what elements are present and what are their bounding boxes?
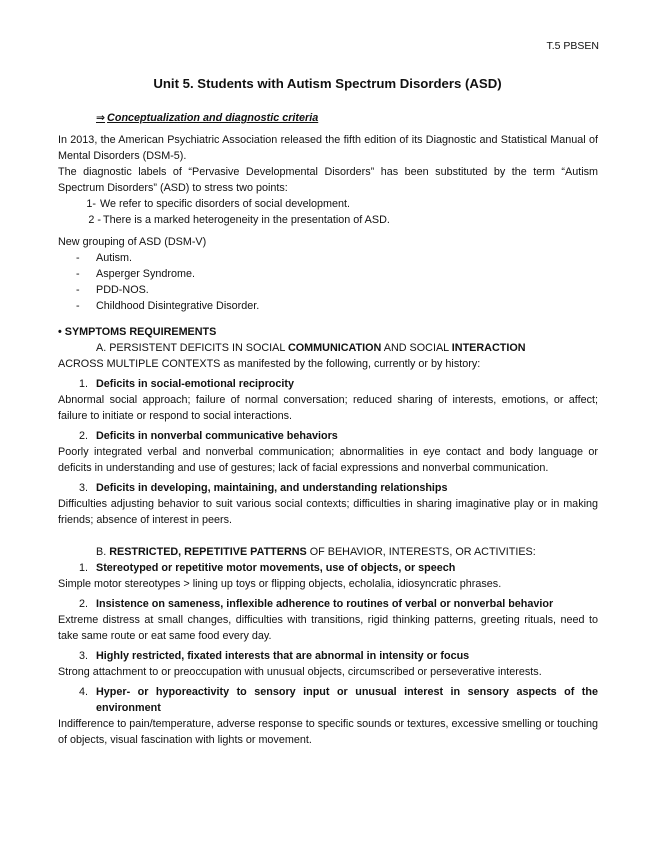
part-a-heading <box>96 340 598 356</box>
part-a-continuation: ACROSS MULTIPLE CONTEXTS as manifested by the following, currently or by history: <box>58 358 481 370</box>
list-text: Autism. <box>96 252 132 264</box>
labels-paragraph: The diagnostic labels of “Pervasive Developmental Disorders” has been substituted by the term “Autism Spectrum Disorders” (ASD) to stress two points: <box>58 166 598 194</box>
list-text: Childhood Disintegrative Disorder. <box>96 300 260 312</box>
criterion-number: 1. <box>78 378 88 390</box>
criterion-title-text: Deficits in developing, maintaining, and understanding relationships <box>96 482 448 494</box>
criterion-title-text: Deficits in social-emotional reciprocity <box>96 378 294 390</box>
part-b-lead: B. <box>96 546 110 558</box>
part-b-bold: RESTRICTED, REPETITIVE PATTERNS <box>109 546 307 558</box>
grouping-label: New grouping of ASD (DSM-V) <box>58 236 207 248</box>
list-item: - Asperger Syndrome. <box>76 268 196 280</box>
criterion-title <box>58 376 598 392</box>
criterion-title-text: Hyper- or hyporeactivity to sensory input or unusual interest in sensory aspects of the environment <box>96 686 598 714</box>
list-text: We refer to specific disorders of social development. <box>100 198 351 210</box>
symptoms-heading: • SYMPTOMS REQUIREMENTS <box>58 326 217 338</box>
part-a-bold2: INTERACTION <box>451 342 526 354</box>
criterion-title <box>58 648 598 664</box>
points-list <box>58 196 598 228</box>
right-double-arrow-icon: ⇒ <box>96 112 106 124</box>
part-b-heading <box>96 544 598 560</box>
criterion-title <box>58 480 598 496</box>
list-item: - PDD-NOS. <box>76 284 149 296</box>
list-number: 1- <box>86 198 96 210</box>
section-heading-text: Conceptualization and diagnostic criteria <box>107 112 319 124</box>
criterion-title-text: Highly restricted, fixated interests that are abnormal in intensity or focus <box>96 650 470 662</box>
criterion-title <box>58 596 598 612</box>
criterion-title-text: Stereotyped or repetitive motor movements, use of objects, or speech <box>96 562 456 574</box>
grouping-list <box>58 250 598 314</box>
list-item: - Childhood Disintegrative Disorder. <box>76 300 260 312</box>
part-a-bold1: COMMUNICATION <box>287 342 382 354</box>
criterion-number: 2. <box>78 598 88 610</box>
criterion-text: Abnormal social approach; failure of normal conversation; reduced sharing of interests, emotions, or affect; failure to initiate or respond to social interactions. <box>58 394 598 422</box>
criterion-number: 3. <box>78 650 88 662</box>
criterion-number: 1. <box>78 562 88 574</box>
criterion-text: Simple motor stereotypes > lining up toys or flipping objects, echolalia, idiosyncratic phrases. <box>58 578 502 590</box>
list-text: PDD-NOS. <box>96 284 149 296</box>
criterion-text: Indifference to pain/temperature, adverse response to specific sounds or textures, excessive smelling or touching of objects, visual fascination with lights or movement. <box>58 718 598 746</box>
page-title: Unit 5. Students with Autism Spectrum Disorders (ASD) <box>153 76 502 91</box>
part-b-rest: OF BEHAVIOR, INTERESTS, OR ACTIVITIES: <box>306 546 536 558</box>
part-a-lead: A. PERSISTENT DEFICITS IN SOCIAL <box>96 342 288 354</box>
criterion-text: Poorly integrated verbal and nonverbal communication; abnormalities in eye contact and body language or deficits in understanding and use of gestures; lack of facial expressions and nonverbal communication. <box>58 446 598 474</box>
intro-paragraph: In 2013, the American Psychiatric Association released the fifth edition of its Diagnostic and Statistical Manual of Mental Disorders (DSM-5). <box>58 134 598 162</box>
header-tag: T.5 PBSEN <box>546 40 599 52</box>
criterion-text: Difficulties adjusting behavior to suit various social contexts; difficulties in sharing imaginative play or in making friends; absence of interest in peers. <box>58 498 598 526</box>
list-item <box>58 212 598 228</box>
criterion-title <box>58 428 598 444</box>
criterion-title <box>58 560 598 576</box>
document-body <box>58 110 598 748</box>
criterion-text: Extreme distress at small changes, difficulties with transitions, rigid thinking patterns, greeting rituals, need to take same route or eat same food every day. <box>58 614 598 642</box>
list-text: Asperger Syndrome. <box>96 268 196 280</box>
section-heading <box>96 110 598 126</box>
list-item: - Autism. <box>76 252 132 264</box>
criterion-number: 2. <box>78 430 88 442</box>
criterion-title <box>58 684 598 716</box>
list-text: There is a marked heterogeneity in the presentation of ASD. <box>103 214 390 226</box>
list-item <box>58 196 598 212</box>
criterion-number: 4. <box>78 686 88 698</box>
criterion-title-text: Insistence on sameness, inflexible adherence to routines of verbal or nonverbal behavior <box>96 598 554 610</box>
criterion-text: Strong attachment to or preoccupation with unusual objects, circumscribed or perseverative interests. <box>58 666 542 678</box>
criterion-number: 3. <box>78 482 88 494</box>
list-number: 2 - <box>88 214 101 226</box>
part-a-mid: AND SOCIAL <box>381 342 452 354</box>
criterion-title-text: Deficits in nonverbal communicative behaviors <box>96 430 338 442</box>
